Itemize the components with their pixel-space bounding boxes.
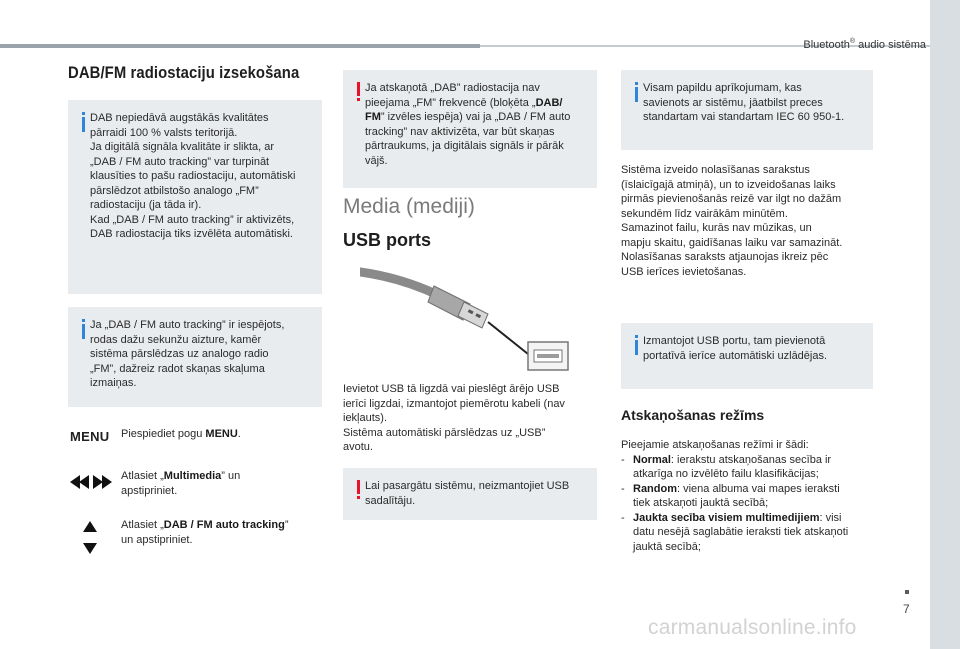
section-heading-playback-mode: Atskaņošanas režīms [621, 407, 765, 423]
warning-box-usb-hub [343, 468, 597, 520]
info-icon [631, 335, 643, 355]
info-box-iec-standard [621, 70, 873, 150]
list-item: - Random: viena albuma vai mapes ieraksti tiek atskaņoti jauktā secībā; [621, 482, 840, 509]
prev-next-arrows-icon [70, 475, 112, 489]
page-header-title: Bluetooth® audio sistēma [803, 38, 926, 51]
info-box-auto-tracking [68, 307, 322, 407]
menu-button-label: MENU [70, 429, 110, 444]
warning-box-dab-fm [343, 70, 597, 188]
info-box-usb-charging [621, 323, 873, 389]
info-icon [631, 82, 643, 102]
section-heading-dab-fm: DAB/FM radiostaciju izsekošana [68, 64, 300, 82]
playback-modes-intro: Pieejamie atskaņošanas režīmi ir šādi: [621, 439, 809, 451]
page-side-tab [930, 0, 960, 649]
info-icon [78, 319, 90, 339]
warning-icon [353, 480, 365, 500]
section-heading-usb-ports: USB ports [343, 230, 432, 250]
playback-modes-list [621, 438, 881, 554]
step-select-dab-fm: Atlasiet „DAB / FM auto tracking” un apstipriniet. [121, 519, 289, 546]
section-heading-media: Media (mediji) [343, 195, 475, 218]
watermark: carmanualsonline.info [648, 616, 857, 639]
playlist-description: Sistēma izveido nolasīšanas sarakstus (īslaicīgajā atmiņā), un to izveidošanas laiks pirmās pievienošanās reizē var ilgt no dažām sekundēm līdz vairākām minūtēm. Samazinot failu, kurās nav mūzikas, un mapju skaitu, gaidīšanas laiku var samazināt. Nolasīšanas saraksts atjaunojas ikreiz pēc USB ierīces ievietošanas. [621, 164, 843, 278]
list-item: - Jaukta secība visiem multimedijiem: visi datu nesējā saglabātie ieraksti tiek atskaņoti jauktā secībā; [621, 511, 849, 553]
info-box-auto-tracking-text: Ja „DAB / FM auto tracking” ir iespējots, rodas dažu sekunžu aizture, kamēr sistēma pārslēdzas uz analogo radio „FM”, dažreiz radot skaņas skaļuma izmaiņas. [90, 319, 285, 389]
info-box-iec-standard-text: Visam papildu aprīkojumam, kas savienots ar sistēmu, jāatbilst preces standartam vai standartam IEC 60 950-1. [643, 82, 845, 123]
info-icon [78, 112, 90, 132]
list-item: - Normal: ierakstu atskaņošanas secība ir atkarīga no izvēlēto failu klasifikācijas; [621, 453, 832, 480]
page-number: 7 [903, 602, 910, 616]
page-marker [905, 590, 909, 594]
warning-box-dab-fm-text: Ja atskaņotā „DAB” radiostacija nav pieejama „FM” frekvencē (bloķēta „DAB/ FM” izvēles iespēja) vai ja „DAB / FM auto tracking” nav aktivizēta, var būt skaņas pārtraukums, ja digitālais signāls ir pārāk vājš. [365, 82, 571, 167]
warning-box-usb-hub-text: Lai pasargātu sistēmu, neizmantojiet USB sadalītāju. [365, 480, 570, 507]
info-box-dab-text: DAB nepiedāvā augstākās kvalitātes pārraidi 100 % valsts teritorijā. Ja digitālā signāla kvalitāte ir slikta, ar „DAB / FM auto tracking” var turpināt klausīties to pašu radiostaciju, automātiski pārslēdzot atbilstošo analogo „FM” radiostaciju (ja tāda ir). Kad „DAB / FM auto tracking” ir aktivizēts, DAB radiostacija tiks izvēlēta automātiski. [90, 112, 296, 240]
warning-icon [353, 82, 365, 102]
usb-plug-illustration [360, 262, 575, 374]
info-box-dab [68, 100, 322, 294]
header-rule-dark [0, 44, 480, 48]
info-box-usb-charging-text: Izmantojot USB portu, tam pievienotā portatīvā ierīce automātiski uzlādējas. [643, 335, 828, 362]
step-press-menu: Piespiediet pogu MENU. [121, 428, 241, 440]
usb-port-description: Ievietot USB tā ligzdā vai pieslēgt ārējo USB ierīci ligzdai, izmantojot piemērotu kabeli (nav iekļauts). Sistēma automātiski pārslēdzas uz „USB” avotu. [343, 383, 565, 453]
step-select-multimedia: Atlasiet „Multimedia” un apstipriniet. [121, 470, 241, 497]
up-down-arrows-icon [83, 521, 97, 555]
